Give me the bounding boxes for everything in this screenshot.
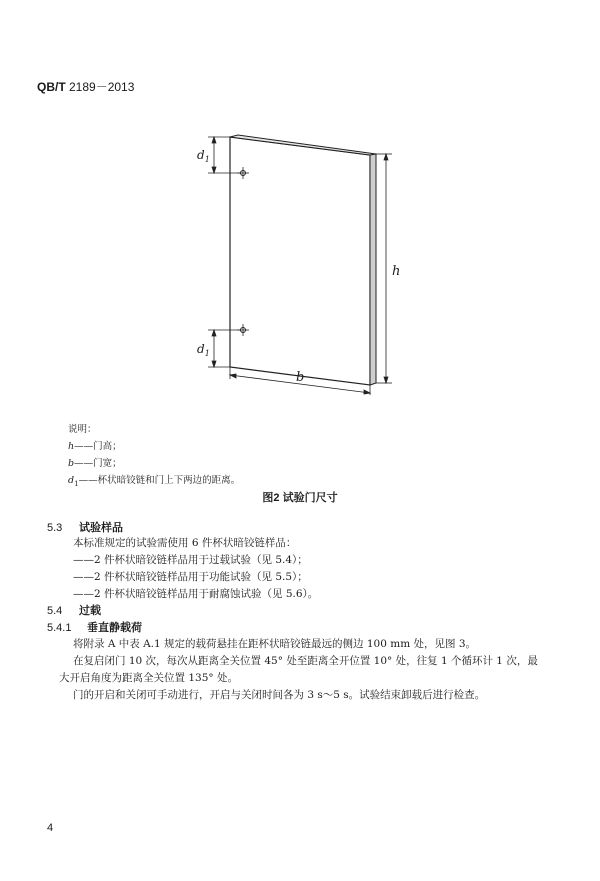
door-side-edge <box>370 154 376 385</box>
list-item-5-3-2: ——2 件杯状暗铰链样品用于功能试验（见 5.5）； <box>73 571 308 583</box>
label-h: h <box>392 264 401 279</box>
section-5-4-heading: 5.4 过载 <box>47 605 101 617</box>
door-face <box>230 137 370 385</box>
figure-caption: 图2 试验门尺寸 <box>262 492 338 504</box>
section-5-4-1-heading: 5.4.1 垂直静载荷 <box>47 622 142 634</box>
paragraph-5-4-1-b-line1: 在复启闭门 10 次，每次从距离全关位置 45° 处至距离全开位置 10° 处，往复 1 个循环计 1 次，最 <box>73 655 538 667</box>
standard-number: 2189－2013 <box>65 80 135 94</box>
paragraph-5-4-1-a: 将附录 A 中表 A.1 规定的载荷悬挂在距杯状暗铰链最远的侧边 100 mm 处，见图 3。 <box>73 638 477 650</box>
page-number: 4 <box>47 822 54 834</box>
label-b: b <box>296 370 305 385</box>
list-item-5-3-1: ——2 件杯状暗铰链样品用于过载试验（见 5.4）； <box>73 554 308 566</box>
legend-item-h: h——门高； <box>68 441 122 452</box>
paragraph-5-3-intro: 本标准规定的试验需使用 6 件杯状暗铰链样品： <box>73 537 297 549</box>
list-item-5-3-3: ——2 件杯状暗铰链样品用于耐腐蚀试验（见 5.6）。 <box>73 588 319 600</box>
legend-title: 说明： <box>68 424 97 435</box>
label-d1-bottom: $d_1$ <box>197 342 210 358</box>
dimension-h <box>376 154 392 383</box>
door-dimension-figure <box>180 125 420 395</box>
standard-prefix: QB/T <box>37 80 66 94</box>
label-d1-top: $d_1$ <box>197 148 210 164</box>
section-5-3-heading: 5.3 试验样品 <box>47 522 123 534</box>
door-diagram <box>180 125 420 395</box>
paragraph-5-4-1-b-line2: 大开启角度为距离全关位置 135° 处。 <box>59 672 238 684</box>
standard-code <box>37 78 134 95</box>
paragraph-5-4-1-c: 门的开启和关闭可手动进行，开启与关闭时间各为 3 s～5 s。试验结束卸载后进行检查。 <box>73 689 486 701</box>
legend-item-d1: $d_1——$杯状暗铰链和门上下两边的距离。 <box>68 475 241 488</box>
legend-item-b: b——门宽； <box>68 458 122 469</box>
